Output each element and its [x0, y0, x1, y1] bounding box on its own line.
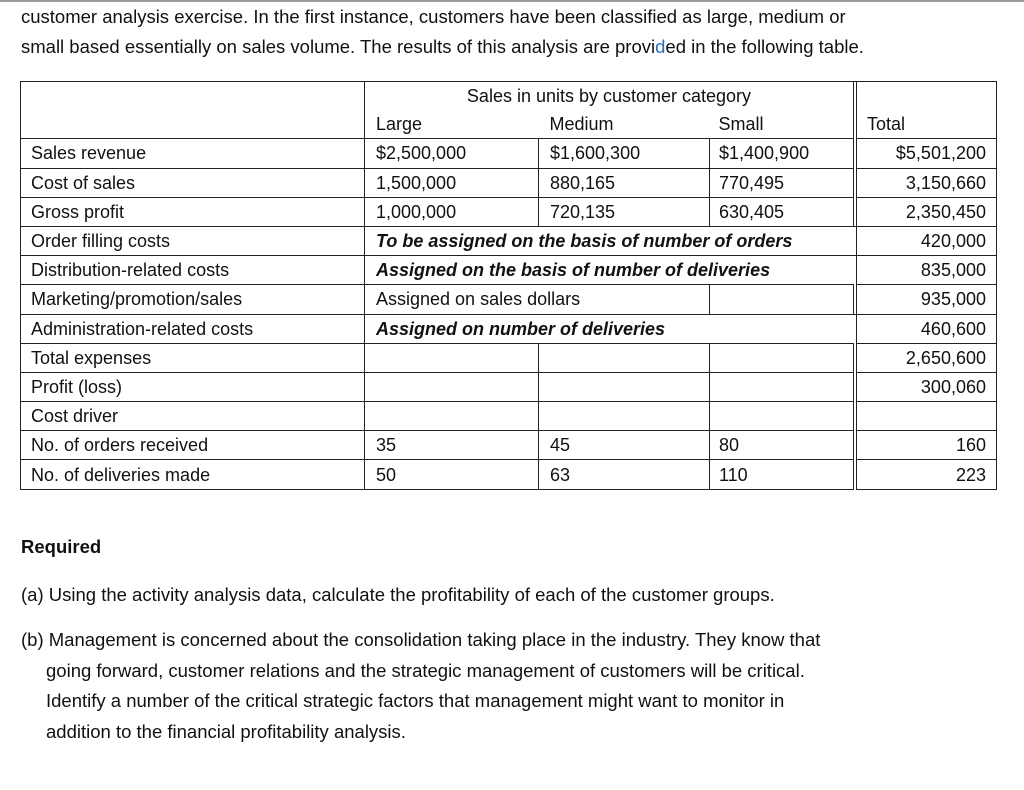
table-row-orders-received	[21, 431, 997, 460]
cell-medium: 880,165	[539, 168, 710, 197]
table-row-administration	[21, 314, 997, 343]
table-row-gross-profit	[21, 197, 997, 226]
question-a: (a) Using the activity analysis data, calculate the profitability of each of the customer groups.	[21, 584, 775, 605]
cell-large: 1,000,000	[365, 197, 539, 226]
allocation-note: Assigned on sales dollars	[365, 285, 710, 314]
row-label: Profit (loss)	[21, 372, 365, 401]
cell-large: 35	[365, 431, 539, 460]
row-label: Cost of sales	[21, 168, 365, 197]
intro-line-2b: d	[655, 36, 666, 57]
row-label: Distribution-related costs	[21, 256, 365, 285]
table-row-order-filling	[21, 226, 997, 255]
table-row-group-header	[21, 82, 997, 111]
cell-medium: 720,135	[539, 197, 710, 226]
cell-total: 460,600	[857, 314, 997, 343]
cell-large: $2,500,000	[365, 139, 539, 168]
cell-total: 935,000	[857, 285, 997, 314]
table-row-profit-loss	[21, 372, 997, 401]
row-label: Gross profit	[21, 197, 365, 226]
row-label: Sales revenue	[21, 139, 365, 168]
cell-total: $5,501,200	[857, 139, 997, 168]
cell-total: 300,060	[857, 372, 997, 401]
allocation-note: Assigned on the basis of number of deliveries	[365, 256, 857, 285]
cell-small: 630,405	[710, 197, 854, 226]
row-label: Cost driver	[21, 402, 365, 431]
table-row-total-expenses	[21, 343, 997, 372]
customer-profitability-table	[20, 81, 997, 490]
cell-total: 2,350,450	[857, 197, 997, 226]
table-row-distribution	[21, 256, 997, 285]
question-b-line-4: addition to the financial profitability analysis.	[46, 720, 406, 742]
cell-total: 223	[857, 460, 997, 489]
intro-line-2c: ed in the following table.	[665, 36, 864, 57]
table-row-col-headers	[21, 110, 997, 139]
intro-line-2a: small based essentially on sales volume. The results of this analysis are provi	[21, 36, 656, 57]
col-header-small: Small	[710, 110, 854, 139]
cell-large: 50	[365, 460, 539, 489]
row-label: No. of deliveries made	[21, 460, 365, 489]
cell-small: 110	[710, 460, 854, 489]
intro-line-1: customer analysis exercise. In the first instance, customers have been classified as large, medium or	[21, 6, 846, 27]
table-row-deliveries-made	[21, 460, 997, 489]
col-header-large: Large	[376, 114, 423, 135]
intro-paragraph	[21, 2, 1011, 62]
row-label: Total expenses	[21, 343, 365, 372]
cell-total: 3,150,660	[857, 168, 997, 197]
table-row-marketing	[21, 285, 997, 314]
col-header-medium: Medium	[549, 114, 614, 135]
question-b-line-3: Identify a number of the critical strategic factors that management might want to monitor in	[46, 690, 785, 711]
group-header: Sales in units by customer category	[365, 82, 854, 111]
col-header-total: Total	[857, 110, 997, 139]
cell-total: 420,000	[857, 226, 997, 255]
question-b-line-2: going forward, customer relations and the strategic management of customers will be critical.	[46, 659, 805, 681]
cell-medium: 45	[539, 431, 710, 460]
cell-total: 2,650,600	[857, 343, 997, 372]
question-b	[21, 625, 1001, 747]
row-label: No. of orders received	[21, 431, 365, 460]
question-b-line-1: (b) Management is concerned about the consolidation taking place in the industry. They know that	[21, 629, 821, 650]
table-row-cost-of-sales	[21, 168, 997, 197]
cell-total: 835,000	[857, 256, 997, 285]
cell-small: 80	[710, 431, 854, 460]
cell-medium: 63	[539, 460, 710, 489]
allocation-note: Assigned on number of deliveries	[365, 314, 857, 343]
allocation-note: To be assigned on the basis of number of orders	[365, 226, 857, 255]
cell-medium: $1,600,300	[539, 139, 710, 168]
cell-large: 1,500,000	[365, 168, 539, 197]
cell-total: 160	[857, 431, 997, 460]
table-row-sales-revenue	[21, 139, 997, 168]
cell-small: 770,495	[710, 168, 854, 197]
row-label: Order filling costs	[21, 226, 365, 255]
row-label: Marketing/promotion/sales	[21, 285, 365, 314]
table-row-cost-driver	[21, 402, 997, 431]
row-label: Administration-related costs	[21, 314, 365, 343]
cell-small: $1,400,900	[710, 139, 854, 168]
required-heading: Required	[21, 536, 102, 557]
